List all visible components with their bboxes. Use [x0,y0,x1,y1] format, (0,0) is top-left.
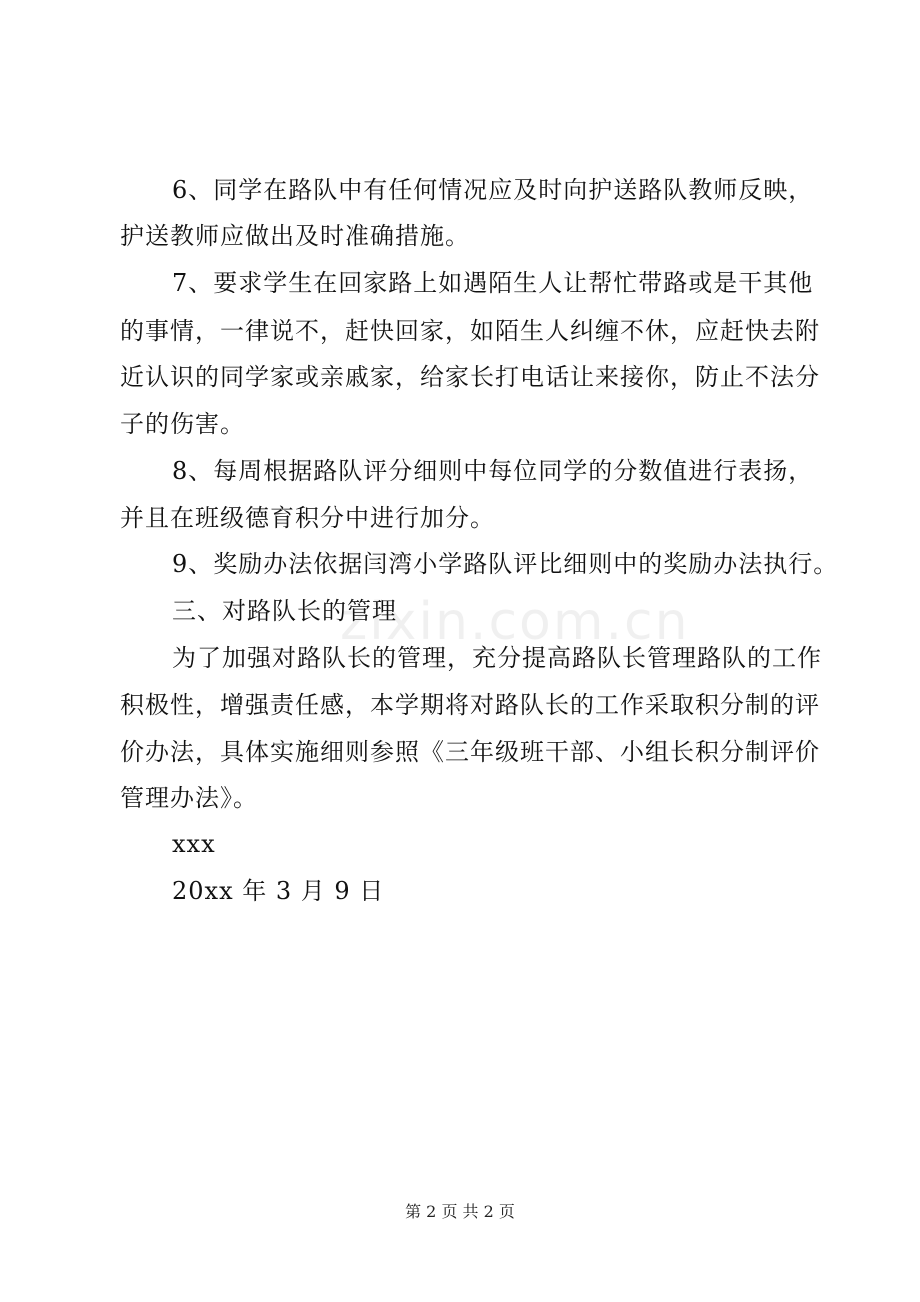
signature-date: 20xx 年 3 月 9 日 [172,877,385,905]
section-3-line-2: 积极性，增强责任感，本学期将对路队长的工作采取积分制的评 [120,691,820,719]
section-3-line-1: 为了加强对路队长的管理，充分提高路队长管理路队的工作 [172,644,822,672]
paragraph-7-line-2: 的事情，一律说不，赶快回家，如陌生人纠缠不休，应赶快去附 [120,317,820,345]
watermark: zixin.com.cn [340,592,690,652]
page-footer: 第 2 页 共 2 页 [405,1202,515,1221]
paragraph-7-line-1: 7、要求学生在回家路上如遇陌生人让帮忙带路或是干其他 [172,269,814,297]
paragraph-6-line-2: 护送教师应做出及时准确措施。 [120,222,470,250]
paragraph-8-line-2: 并且在班级德育积分中进行加分。 [120,504,495,532]
paragraph-7-line-3: 近认识的同学家或亲戚家，给家长打电话让来接你，防止不法分 [120,363,820,391]
section-heading-3: 三、对路队长的管理 [172,597,397,625]
signature-name: xxx [172,830,216,858]
paragraph-7-line-4: 子的伤害。 [120,410,245,438]
section-3-line-3: 价办法，具体实施细则参照《三年级班干部、小组长积分制评价 [120,738,820,766]
paragraph-9: 9、奖励办法依据闫湾小学路队评比细则中的奖励办法执行。 [172,550,839,578]
section-3-line-4: 管理办法》。 [120,784,258,812]
paragraph-8-line-1: 8、每周根据路队评分细则中每位同学的分数值进行表扬， [172,457,814,485]
paragraph-6-line-1: 6、同学在路队中有任何情况应及时向护送路队教师反映， [172,176,814,204]
